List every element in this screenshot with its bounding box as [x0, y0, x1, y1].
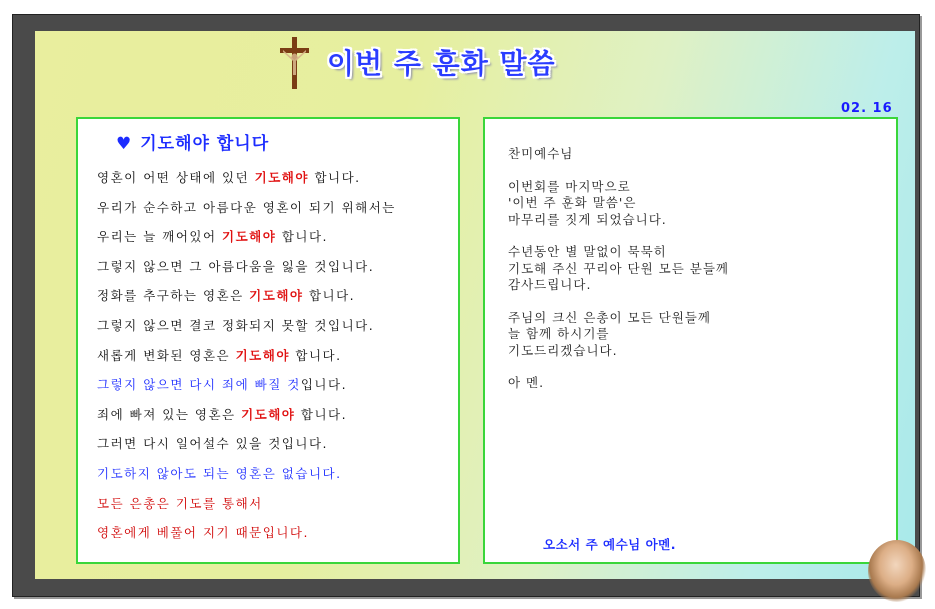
letter-closing: 오소서 주 예수님 아멘. [543, 537, 676, 552]
prayer-line-text: 죄에 빠져 있는 영혼은 [97, 406, 242, 422]
prayer-line [97, 311, 450, 341]
prayer-line-text: 우리가 순수하고 아름다운 영혼이 되기 위해서는 [97, 199, 396, 215]
prayer-line-suffix: 합니다. [303, 288, 356, 304]
prayer-line-emphasis: 기도해야 [222, 229, 277, 245]
letter-line: 주님의 크신 은총이 모든 단원들께 [508, 309, 711, 325]
letter-body [508, 146, 729, 408]
prayer-line [97, 489, 450, 519]
letter-line: 수년동안 별 말없이 묵묵히 [508, 244, 667, 259]
prayer-line [97, 459, 450, 489]
letter-line: 마무리를 짓게 되었습니다. [508, 211, 667, 227]
prayer-line-suffix: 합니다. [289, 347, 342, 363]
prayer-line [97, 222, 450, 252]
letter-amen: 아 멘. [508, 375, 545, 390]
letter-line: 기도드리겠습니다. [508, 342, 618, 358]
page-header [275, 33, 556, 91]
prayer-line [97, 429, 450, 459]
prayer-panel [76, 117, 460, 564]
prayer-line-text: 모든 은총은 기도를 통해서 [97, 495, 263, 511]
outer-frame [12, 14, 920, 597]
prayer-line-text: 그렇지 않으면 결코 정화되지 못할 것입니다. [97, 317, 375, 333]
prayer-line-suffix: 합니다. [276, 229, 329, 245]
prayer-line-emphasis: 기도해야 [249, 288, 304, 304]
cross-icon [275, 33, 315, 91]
prayer-line [97, 370, 450, 400]
prayer-line [97, 400, 450, 430]
prayer-line [97, 341, 450, 371]
page-title: 이번 주 훈화 말씀 [327, 47, 556, 80]
prayer-heading-text: 기도해야 합니다 [140, 134, 270, 154]
prayer-line [97, 518, 450, 548]
letter-panel [483, 117, 898, 564]
prayer-line-text: 그렇지 않으면 그 아름다움을 잃을 것입니다. [97, 258, 375, 274]
prayer-line-text: 우리는 늘 깨어있어 [97, 229, 223, 245]
prayer-line-emphasis: 기도해야 [235, 347, 290, 363]
heart-icon: ♥ [116, 134, 133, 154]
letter-line: '이번 주 훈화 말씀'은 [508, 195, 637, 210]
prayer-line-text: 그러면 다시 일어설수 있을 것입니다. [97, 436, 328, 452]
child-praying-photo [868, 540, 926, 602]
prayer-line-text: 기도하지 않아도 되는 영혼은 없습니다. [97, 465, 342, 481]
prayer-line [97, 193, 450, 223]
letter-paragraph-2 [508, 244, 729, 294]
prayer-line-text: 영혼이 어떤 상태에 있던 [97, 170, 255, 185]
prayer-line-emphasis: 기도해야 [241, 406, 296, 422]
prayer-line-suffix: 합니다. [308, 170, 361, 185]
prayer-line-text: 정화를 추구하는 영혼은 [97, 288, 250, 304]
letter-line: 기도해 주신 꾸리아 단원 모든 분들께 [508, 260, 729, 276]
prayer-heading [116, 129, 269, 154]
letter-line: 늘 함께 하시기를 [508, 326, 610, 341]
letter-greeting: 찬미예수님 [508, 146, 574, 161]
prayer-lines [97, 163, 450, 548]
letter-line: 이번회를 마지막으로 [508, 178, 631, 194]
prayer-line-text: 새롭게 변화된 영혼은 [97, 347, 236, 363]
prayer-line-suffix: 합니다. [295, 406, 348, 422]
letter-paragraph-1 [508, 179, 729, 229]
prayer-line-text: 그렇지 않으면 다시 죄에 빠질 것 [97, 377, 301, 393]
letter-line: 감사드립니다. [508, 277, 592, 292]
prayer-line-suffix: 입니다. [300, 377, 348, 393]
prayer-line-emphasis: 기도해야 [254, 170, 309, 185]
prayer-line-text: 영혼에게 베풀어 지기 때문입니다. [97, 525, 309, 541]
page-background [35, 31, 915, 579]
date-label: 02. 16 [841, 101, 893, 116]
prayer-line [97, 252, 450, 282]
letter-paragraph-3 [508, 310, 729, 360]
prayer-line [97, 281, 450, 311]
prayer-line [97, 163, 450, 193]
